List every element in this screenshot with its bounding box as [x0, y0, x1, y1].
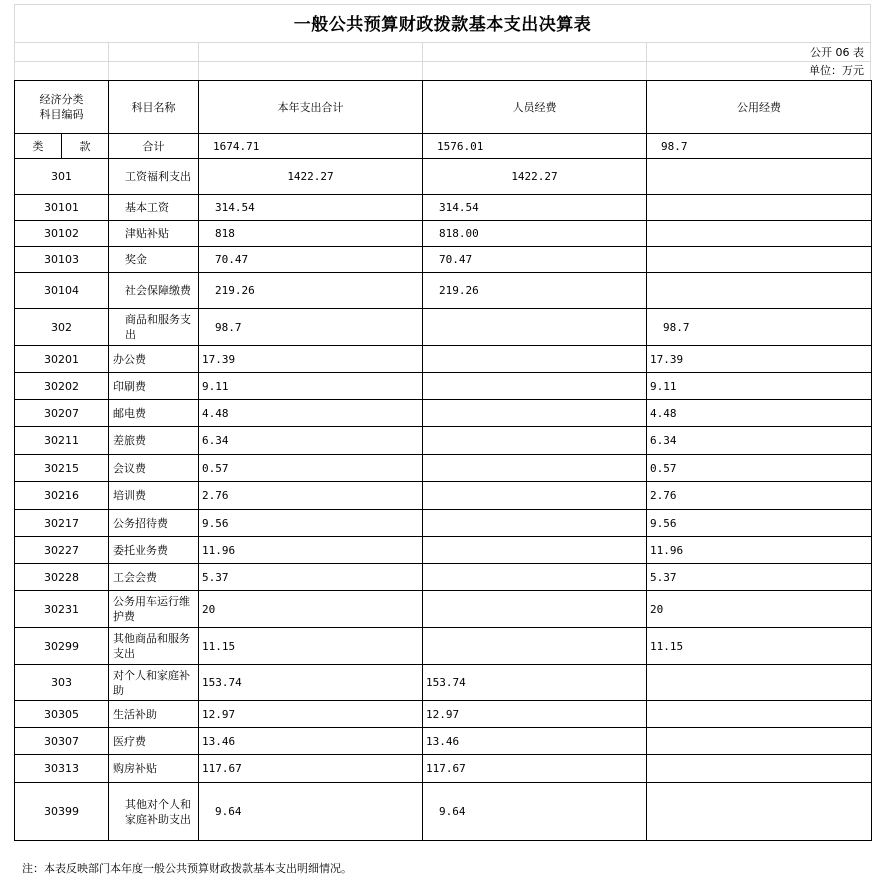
table-row	[15, 159, 872, 195]
econ-code-cell: 302	[15, 309, 109, 346]
personnel-cell: 12.97	[423, 701, 647, 728]
total-cell: 11.15	[199, 628, 423, 665]
public-cell: 4.48	[647, 400, 872, 427]
total-cell: 0.57	[199, 455, 423, 482]
public-cell: 2.76	[647, 482, 872, 510]
total-personnel: 1576.01	[423, 134, 647, 159]
table-row	[15, 510, 872, 537]
subject-name-cell: 生活补助	[109, 701, 199, 728]
public-cell: 9.56	[647, 510, 872, 537]
header-econ-line2: 科目编码	[39, 108, 84, 121]
econ-code-cell: 301	[15, 159, 109, 195]
table-row	[15, 783, 872, 841]
total-cell: 4.48	[199, 400, 423, 427]
table-row	[15, 400, 872, 427]
public-cell	[647, 247, 872, 273]
personnel-cell: 13.46	[423, 728, 647, 755]
unit-label: 单位：万元	[809, 64, 864, 77]
econ-code-cell: 303	[15, 665, 109, 701]
table-row	[15, 628, 872, 665]
subject-name-cell: 邮电费	[109, 400, 199, 427]
table-row	[15, 195, 872, 221]
subject-name-cell: 工资福利支出	[109, 159, 199, 195]
econ-code-cell: 30216	[15, 482, 109, 510]
public-cell	[647, 195, 872, 221]
total-label: 合计	[109, 134, 199, 159]
total-cell: 818	[199, 221, 423, 247]
public-cell: 17.39	[647, 346, 872, 373]
footnote: 注：本表反映部门本年度一般公共预算财政拨款基本支出明细情况。	[22, 862, 352, 875]
total-cell: 1422.27	[199, 159, 423, 195]
public-cell	[647, 273, 872, 309]
header-subject-name: 科目名称	[109, 81, 199, 134]
public-cell: 11.96	[647, 537, 872, 564]
table-row	[15, 537, 872, 564]
econ-code-cell: 30211	[15, 427, 109, 455]
personnel-cell	[423, 482, 647, 510]
table-row	[15, 273, 872, 309]
econ-code-cell: 30299	[15, 628, 109, 665]
personnel-cell: 818.00	[423, 221, 647, 247]
econ-code-cell: 30231	[15, 591, 109, 628]
econ-code-cell: 30305	[15, 701, 109, 728]
table-body	[15, 159, 872, 841]
public-cell: 98.7	[647, 309, 872, 346]
total-cell: 11.96	[199, 537, 423, 564]
table-row	[15, 591, 872, 628]
personnel-cell: 117.67	[423, 755, 647, 783]
total-public: 98.7	[647, 134, 872, 159]
total-row	[15, 134, 872, 159]
personnel-cell	[423, 309, 647, 346]
total-cell: 9.64	[199, 783, 423, 841]
subject-name-cell: 差旅费	[109, 427, 199, 455]
public-cell: 5.37	[647, 564, 872, 591]
total-cell: 70.47	[199, 247, 423, 273]
total-cell: 314.54	[199, 195, 423, 221]
header-personnel: 人员经费	[423, 81, 647, 134]
total-cell: 5.37	[199, 564, 423, 591]
table-row	[15, 247, 872, 273]
public-cell: 20	[647, 591, 872, 628]
public-cell: 11.15	[647, 628, 872, 665]
header-econ-line1: 经济分类	[39, 93, 84, 106]
personnel-cell	[423, 400, 647, 427]
subject-name-cell: 会议费	[109, 455, 199, 482]
table-row	[15, 564, 872, 591]
subject-name-cell: 委托业务费	[109, 537, 199, 564]
personnel-cell: 1422.27	[423, 159, 647, 195]
personnel-cell: 314.54	[423, 195, 647, 221]
report-title: 一般公共预算财政拨款基本支出决算表	[293, 15, 592, 35]
personnel-cell: 9.64	[423, 783, 647, 841]
table-row	[15, 701, 872, 728]
personnel-cell: 70.47	[423, 247, 647, 273]
personnel-cell	[423, 564, 647, 591]
total-cell: 2.76	[199, 482, 423, 510]
public-cell: 6.34	[647, 427, 872, 455]
table-row	[15, 427, 872, 455]
table-row	[15, 482, 872, 510]
econ-code-cell: 30102	[15, 221, 109, 247]
econ-code-cell: 30201	[15, 346, 109, 373]
table-row	[15, 728, 872, 755]
table-row	[15, 373, 872, 400]
public-cell: 0.57	[647, 455, 872, 482]
subject-name-cell: 工会会费	[109, 564, 199, 591]
subject-name-cell: 公务招待费	[109, 510, 199, 537]
public-cell	[647, 221, 872, 247]
subject-name-cell: 办公费	[109, 346, 199, 373]
total-cell: 117.67	[199, 755, 423, 783]
header-public: 公用经费	[647, 81, 872, 134]
table-row	[15, 755, 872, 783]
total-cell: 13.46	[199, 728, 423, 755]
subject-name-cell: 医疗费	[109, 728, 199, 755]
econ-code-cell: 30215	[15, 455, 109, 482]
header-econ-class	[15, 81, 109, 134]
total-cell: 9.11	[199, 373, 423, 400]
subject-name-cell: 其他商品和服务支出	[109, 628, 199, 665]
econ-code-cell: 30101	[15, 195, 109, 221]
personnel-cell	[423, 455, 647, 482]
public-cell	[647, 783, 872, 841]
total-amount: 1674.71	[199, 134, 423, 159]
econ-code-cell: 30217	[15, 510, 109, 537]
total-cell: 6.34	[199, 427, 423, 455]
total-cell: 98.7	[199, 309, 423, 346]
total-cell: 9.56	[199, 510, 423, 537]
personnel-cell	[423, 591, 647, 628]
personnel-cell: 219.26	[423, 273, 647, 309]
econ-code-cell: 30228	[15, 564, 109, 591]
total-cell: 17.39	[199, 346, 423, 373]
table-row	[15, 221, 872, 247]
table-row	[15, 665, 872, 701]
personnel-cell	[423, 628, 647, 665]
subject-name-cell: 津贴补贴	[109, 221, 199, 247]
form-number: 公开 06 表	[810, 46, 864, 59]
subject-name-cell: 商品和服务支出	[109, 309, 199, 346]
subject-name-cell: 其他对个人和家庭补助支出	[109, 783, 199, 841]
econ-code-cell: 30103	[15, 247, 109, 273]
header-row	[15, 81, 872, 134]
econ-code-cell: 30313	[15, 755, 109, 783]
subject-name-cell: 公务用车运行维护费	[109, 591, 199, 628]
public-cell	[647, 728, 872, 755]
public-cell	[647, 159, 872, 195]
subject-name-cell: 基本工资	[109, 195, 199, 221]
econ-code-cell: 30307	[15, 728, 109, 755]
subject-name-cell: 印刷费	[109, 373, 199, 400]
econ-code-cell: 30399	[15, 783, 109, 841]
total-cell: 20	[199, 591, 423, 628]
public-cell	[647, 701, 872, 728]
public-cell	[647, 755, 872, 783]
public-cell	[647, 665, 872, 701]
personnel-cell	[423, 510, 647, 537]
total-cell: 219.26	[199, 273, 423, 309]
personnel-cell: 153.74	[423, 665, 647, 701]
table-row	[15, 309, 872, 346]
personnel-cell	[423, 427, 647, 455]
subject-name-cell: 购房补贴	[109, 755, 199, 783]
total-cell: 12.97	[199, 701, 423, 728]
table-row	[15, 455, 872, 482]
expenditure-table	[14, 80, 872, 841]
econ-code-cell: 30207	[15, 400, 109, 427]
econ-code-cell: 30202	[15, 373, 109, 400]
public-cell: 9.11	[647, 373, 872, 400]
subject-name-cell: 培训费	[109, 482, 199, 510]
personnel-cell	[423, 537, 647, 564]
econ-code-cell: 30104	[15, 273, 109, 309]
personnel-cell	[423, 373, 647, 400]
subject-name-cell: 对个人和家庭补助	[109, 665, 199, 701]
personnel-cell	[423, 346, 647, 373]
subject-name-cell: 社会保障缴费	[109, 273, 199, 309]
header-total: 本年支出合计	[199, 81, 423, 134]
table-row	[15, 346, 872, 373]
total-cell: 153.74	[199, 665, 423, 701]
header-lei: 类	[15, 134, 62, 159]
subject-name-cell: 奖金	[109, 247, 199, 273]
header-kuan: 款	[62, 134, 109, 159]
econ-code-cell: 30227	[15, 537, 109, 564]
